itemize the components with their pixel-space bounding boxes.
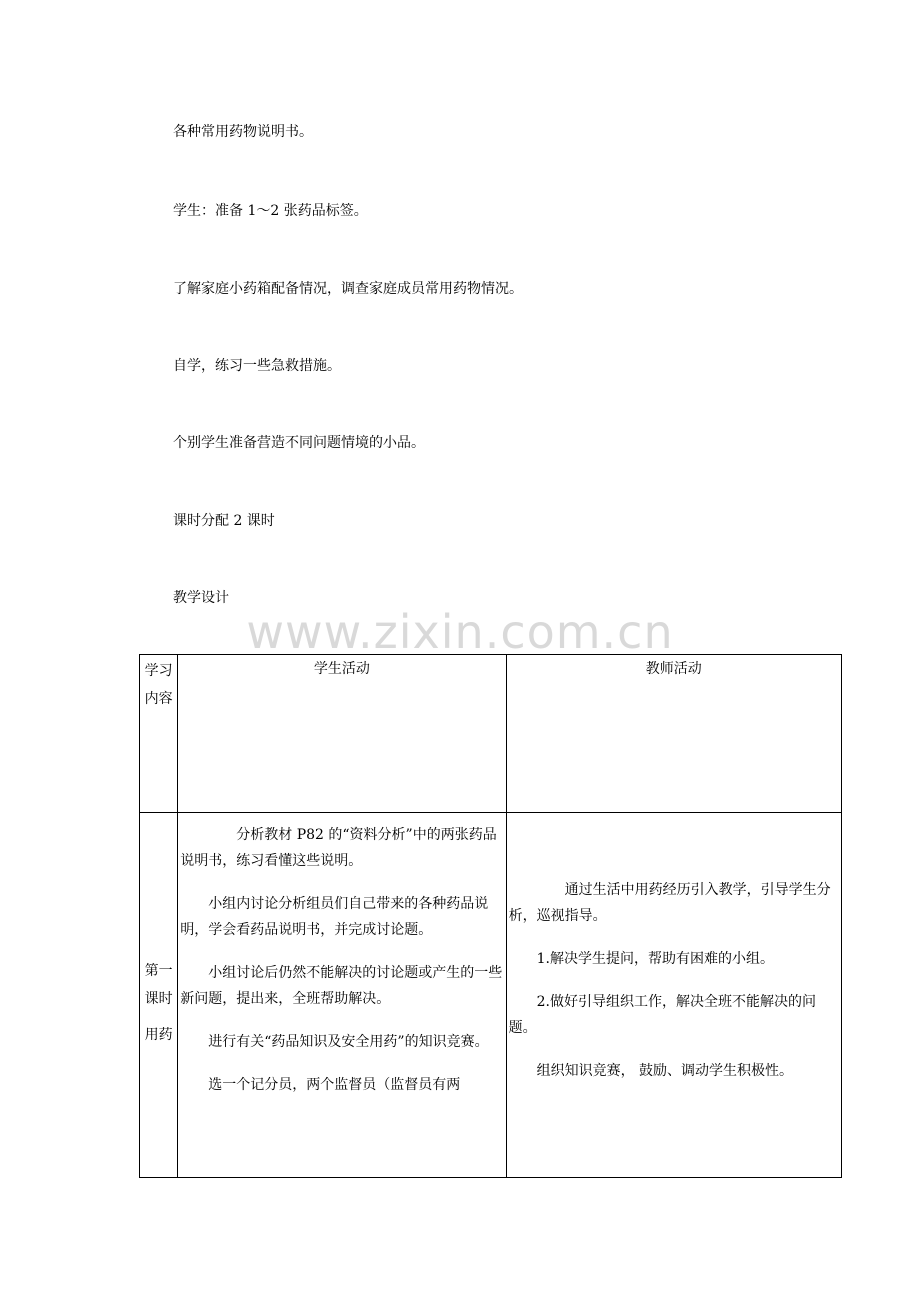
paragraph-materials: 各种常用药物说明书。 <box>173 124 313 140</box>
paragraph-first-aid: 自学，练习一些急救措施。 <box>173 358 341 374</box>
header-teacher-activity <box>506 655 841 813</box>
student-activity-item: 选一个记分员，两个监督员（监督员有两 <box>208 1077 461 1093</box>
row-lesson-label-line2: 课时 <box>144 991 173 1007</box>
header-teacher-activity-label: 教师活动 <box>645 661 702 677</box>
watermark: www.zixin.com.cn <box>246 605 674 659</box>
teacher-activity-item: 1.解决学生提问，帮助有困难的小组。 <box>536 951 774 967</box>
header-learning-content-line1: 学习 <box>144 663 173 679</box>
paragraph-student-prep: 学生：准备 1～2 张药品标签。 <box>173 203 368 219</box>
teacher-activity-item: 通过生活中用药经历引入教学，引导学生分析，巡视指导。 <box>508 882 831 924</box>
paragraph-class-hours: 课时分配 2 课时 <box>173 513 275 529</box>
student-activity-item: 小组内讨论分析组员们自己带来的各种药品说明，学会看药品说明书，并完成讨论题。 <box>180 896 489 938</box>
lesson-plan-table <box>139 654 842 1178</box>
row-lesson-label-line1: 第一 <box>144 963 173 979</box>
paragraph-skit-prep: 个别学生准备营造不同问题情境的小品。 <box>173 435 425 451</box>
teacher-activity-item: 组织知识竞赛， 鼓励、调动学生积极性。 <box>536 1063 794 1079</box>
student-activity-item: 分析教材 P82 的“资料分析”中的两张药品说明书，练习看懂这些说明。 <box>180 827 497 869</box>
paragraph-medicine-survey: 了解家庭小药箱配备情况，调查家庭成员常用药物情况。 <box>173 281 523 297</box>
table-header-row <box>140 655 842 813</box>
student-activity-cell <box>178 813 506 1178</box>
teacher-activity-cell <box>506 813 841 1178</box>
row-lesson-label-line3: 用药 <box>144 1027 173 1043</box>
header-student-activity <box>178 655 506 813</box>
paragraph-teaching-design: 教学设计 <box>173 590 229 606</box>
teacher-activity-item: 2.做好引导组织工作，解决全班不能解决的问题。 <box>508 994 816 1036</box>
row-lesson-label-cell <box>140 813 178 1178</box>
header-learning-content-line2: 内容 <box>144 691 173 707</box>
student-activity-item: 小组讨论后仍然不能解决的讨论题或产生的一些新问题，提出来，全班帮助解决。 <box>180 965 503 1007</box>
table-row <box>140 813 842 1178</box>
header-learning-content <box>140 655 178 813</box>
header-student-activity-label: 学生活动 <box>313 661 370 677</box>
student-activity-item: 进行有关“药品知识及安全用药”的知识竞赛。 <box>208 1034 489 1050</box>
